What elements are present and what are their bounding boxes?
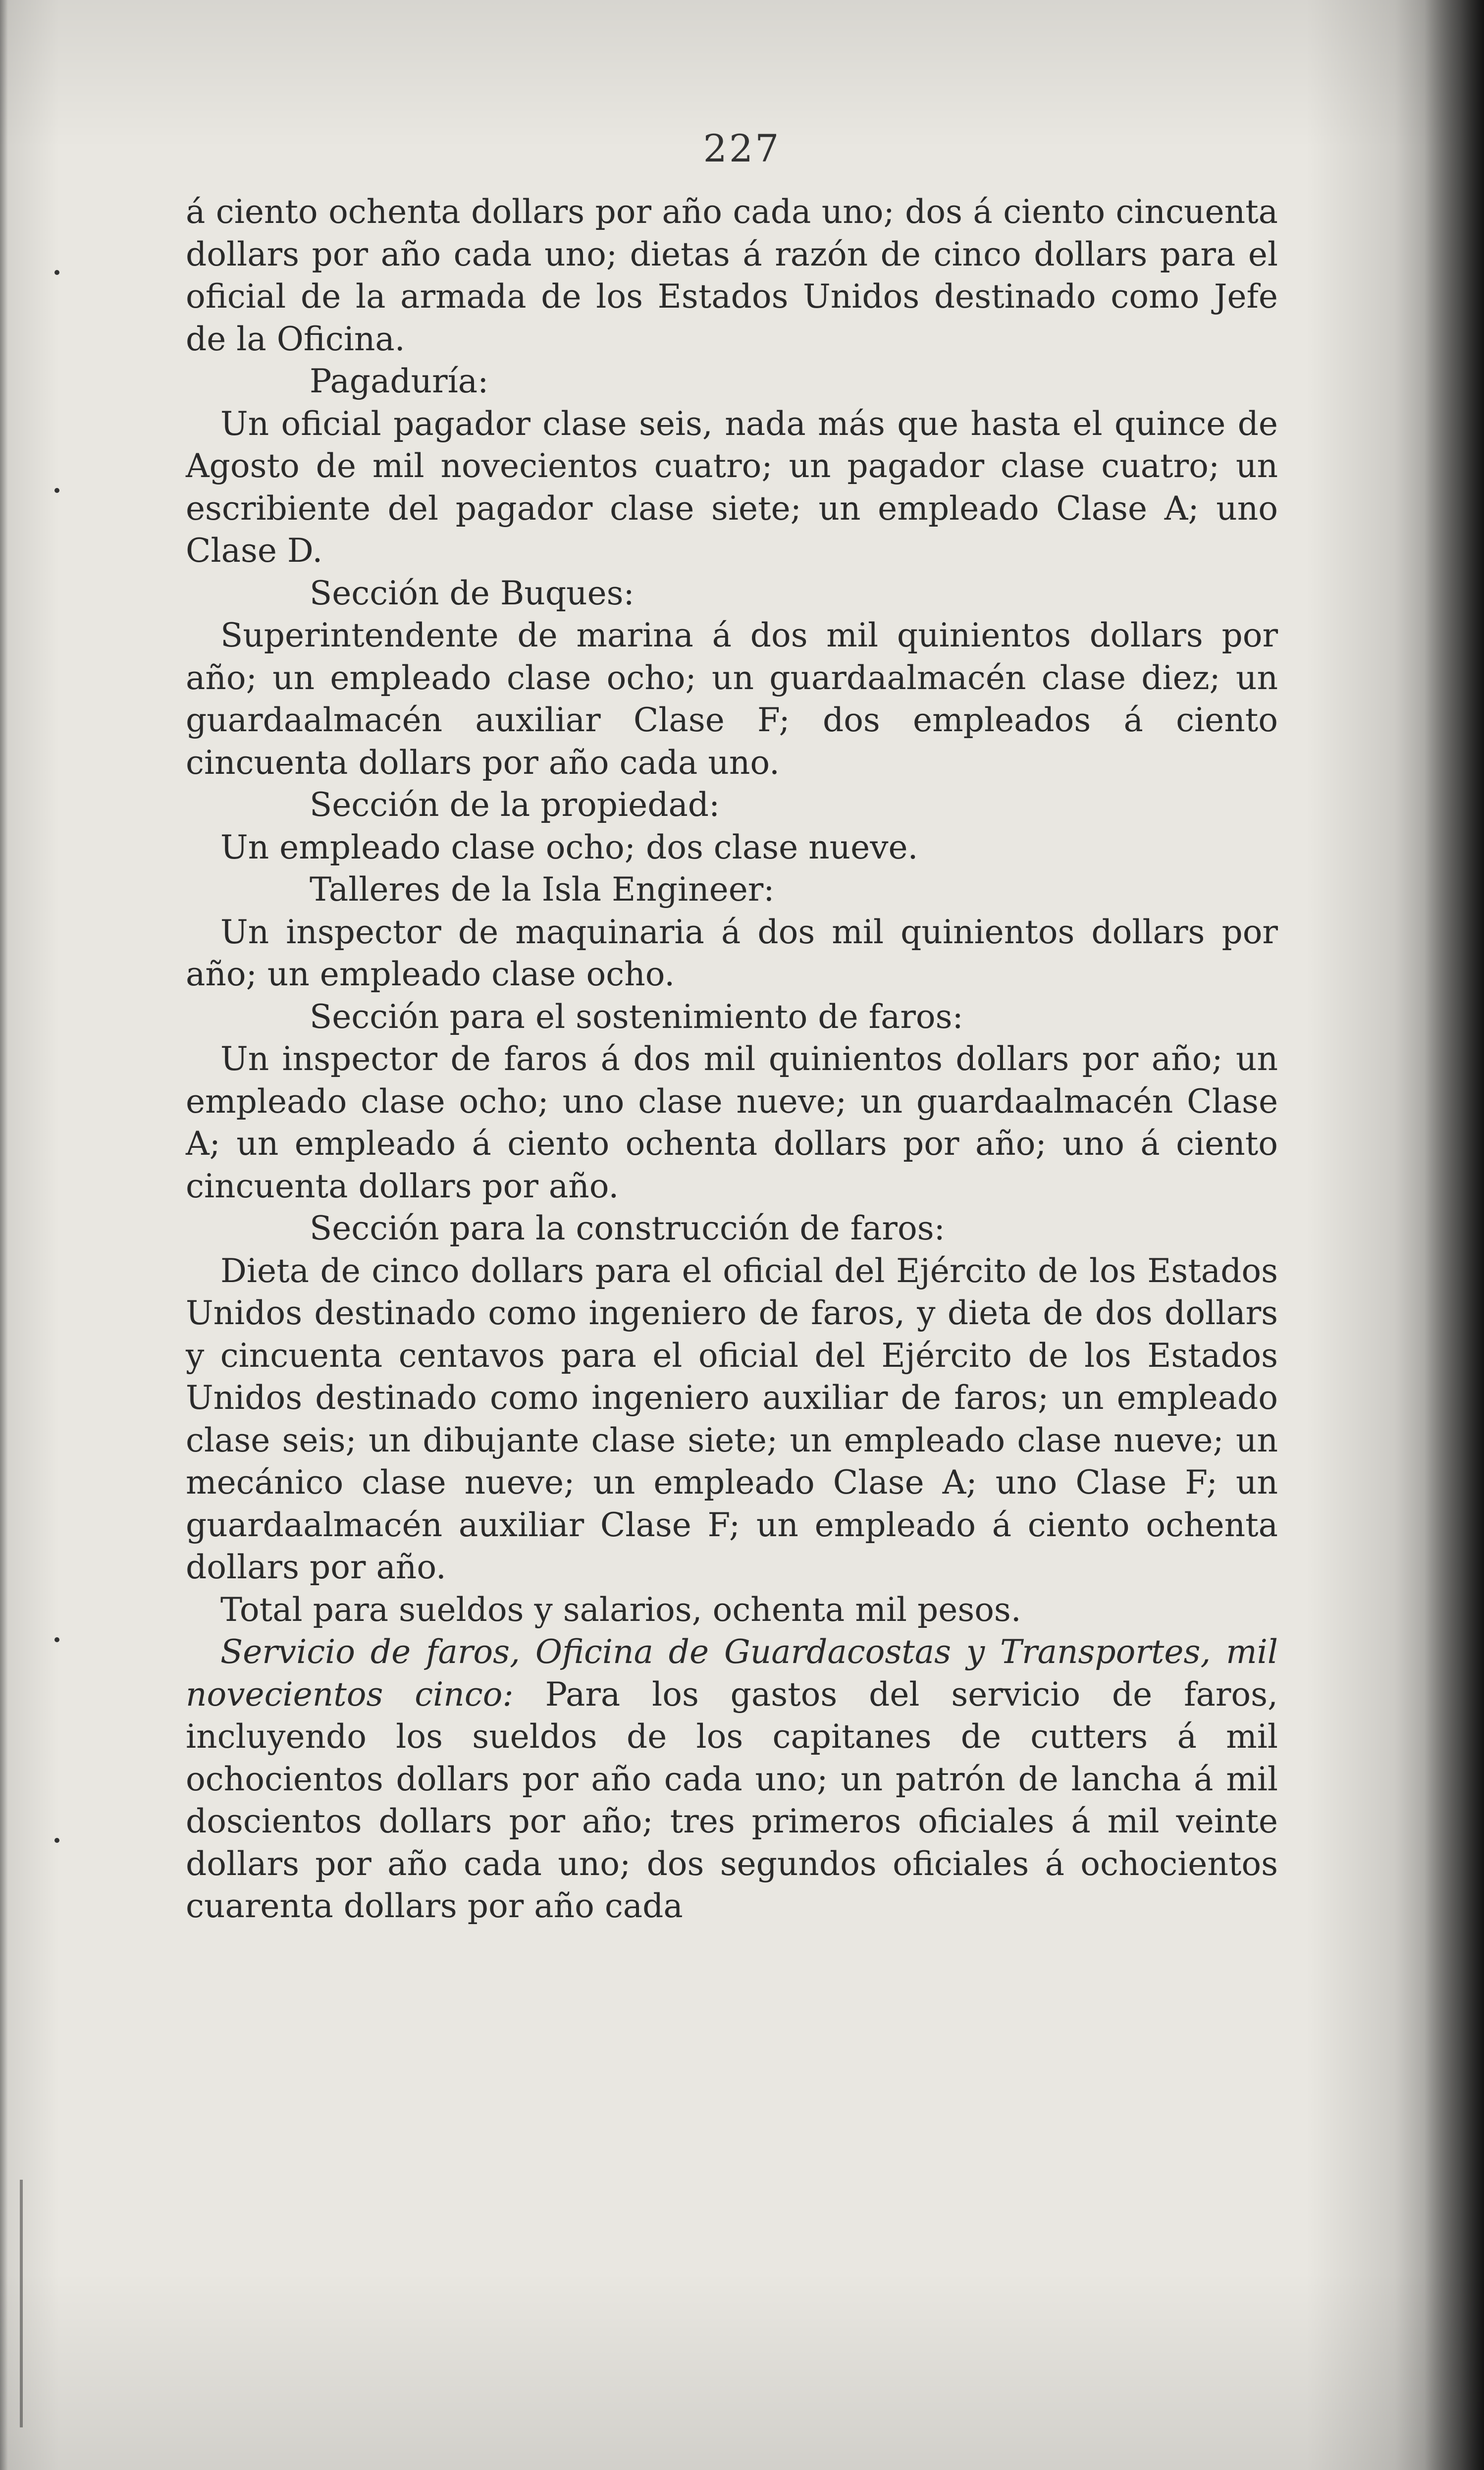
paragraph-final: [186, 1631, 1278, 1928]
margin-dot: [54, 488, 59, 493]
paragraph: Un empleado clase ocho; dos clase nueve.: [220, 828, 918, 866]
italic-lead: Servicio de faros, Oficina de Guardacostas y Transportes, mil novecientos cinco:: [186, 1633, 1278, 1714]
final-paragraph-text: Para los gastos del servicio de faros, incluyendo los sueldos de los capitanes de cutters á mil ochocientos dollars por año cada uno; un patrón de lancha á mil doscientos dollars por año; tres primeros oficiales á mil veinte dollars por año cada uno; dos segundos oficiales á ochocientos cuarenta dollars por año cada: [186, 1675, 1278, 1925]
paragraph: Dieta de cinco dollars para el oficial del Ejército de los Estados Unidos destinado como ingeniero de faros, y dieta de dos dollars y cincuenta centavos para el oficial del Ejército de los Estados Unidos destinado como ingeniero auxiliar de faros; un empleado clase seis; un dibujante clase siete; un empleado clase nueve; un mecánico clase nueve; un empleado Clase A; uno Clase F; un guardaalmacén auxiliar Clase F; un empleado á ciento ochenta dollars por año.: [186, 1251, 1278, 1586]
section-heading: Sección para la construcción de faros:: [310, 1209, 945, 1247]
paragraph: Superintendente de marina á dos mil quinientos dollars por año; un empleado clase ocho; un guardaalmacén clase diez; un guardaalmacén auxiliar Clase F; dos empleados á ciento cincuenta dollars por año cada uno.: [186, 616, 1278, 782]
section-heading: Pagaduría:: [310, 362, 489, 400]
paragraph: Un oficial pagador clase seis, nada más que hasta el quince de Agosto de mil novecientos cuatro; un pagador clase cuatro; un escribiente del pagador clase siete; un empleado Clase A; uno Clase D.: [186, 404, 1278, 570]
margin-dot: [54, 270, 59, 275]
binding-mark: [20, 2180, 23, 2427]
paragraph: Un inspector de maquinaria á dos mil quinientos dollars por año; un empleado clase ocho.: [186, 913, 1278, 993]
page-spine-shadow: [1425, 0, 1484, 2470]
section-heading: Sección de Buques:: [310, 574, 635, 612]
section-heading: Talleres de la Isla Engineer:: [310, 870, 775, 909]
page-left-edge-shadow: [0, 0, 8, 2470]
body-text: [186, 191, 1278, 1928]
paragraph: Un inspector de faros á dos mil quinientos dollars por año; un empleado clase ocho; uno clase nueve; un guardaalmacén Clase A; un empleado á ciento ochenta dollars por año; uno á ciento cincuenta dollars por año.: [186, 1040, 1278, 1205]
page-number: 227: [703, 126, 781, 170]
section-heading: Sección de la propiedad:: [310, 786, 720, 824]
paragraph: á ciento ochenta dollars por año cada uno; dos á ciento cincuenta dollars por año cada uno; dietas á razón de cinco dollars para el oficial de la armada de los Estados Unidos destinado como Jefe de la Oficina.: [186, 193, 1278, 358]
section-heading: Sección para el sostenimiento de faros:: [310, 997, 963, 1036]
margin-dot: [54, 1637, 59, 1642]
margin-dot: [54, 1838, 59, 1843]
paragraph-total: Total para sueldos y salarios, ochenta mil pesos.: [220, 1590, 1021, 1629]
